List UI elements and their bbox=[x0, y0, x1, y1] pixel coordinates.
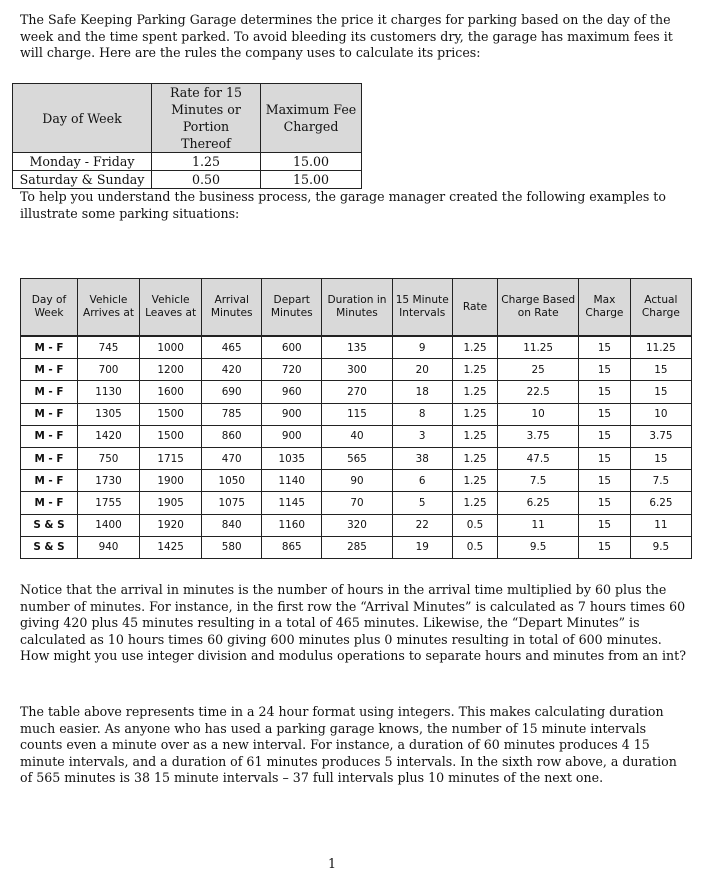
table-cell: 18 bbox=[392, 381, 452, 403]
examples-header-cell: Rate bbox=[452, 279, 498, 337]
table-cell: 1.25 bbox=[452, 492, 498, 514]
table-cell: 470 bbox=[202, 447, 262, 469]
rate-header-max: Maximum Fee Charged bbox=[261, 84, 362, 153]
table-cell: 6.25 bbox=[630, 492, 691, 514]
table-cell: 25 bbox=[498, 359, 579, 381]
table-cell: 320 bbox=[322, 514, 392, 536]
table-cell: 960 bbox=[262, 381, 322, 403]
table-cell: 15 bbox=[579, 359, 631, 381]
table-cell: 1130 bbox=[77, 381, 139, 403]
examples-header-cell: 15 Minute Intervals bbox=[392, 279, 452, 337]
rate-cell: 15.00 bbox=[261, 171, 362, 189]
table-cell: 11.25 bbox=[630, 336, 691, 359]
table-cell: 465 bbox=[202, 336, 262, 359]
table-cell: 1900 bbox=[140, 470, 202, 492]
table-cell: 1000 bbox=[140, 336, 202, 359]
table-cell: 15 bbox=[579, 470, 631, 492]
table-cell: 20 bbox=[392, 359, 452, 381]
rate-table-header-row bbox=[13, 84, 362, 153]
table-cell: 19 bbox=[392, 536, 452, 558]
table-cell: M - F bbox=[21, 336, 78, 359]
table-cell: 700 bbox=[77, 359, 139, 381]
page-number: 1 bbox=[327, 856, 336, 871]
table-row bbox=[21, 536, 692, 558]
table-cell: 720 bbox=[262, 359, 322, 381]
examples-header-cell: Vehicle Arrives at bbox=[77, 279, 139, 337]
rate-cell: 15.00 bbox=[261, 153, 362, 171]
table-cell: 1420 bbox=[77, 425, 139, 447]
table-cell: 1075 bbox=[202, 492, 262, 514]
table-cell: 6 bbox=[392, 470, 452, 492]
table-explanation-paragraph: The table above represents time in a 24 hour format using integers. This makes calculating duration much easier. As anyone who has used a parking garage knows, the number of 15 minute intervals counts even a minute over as a new interval. For instance, a duration of 60 minutes produces 4 15 minute intervals, and a duration of 61 minutes produces 5 intervals. In the sixth row above, a duration of 565 minutes is 38 15 minute intervals – 37 full intervals plus 10 minutes of the next one. bbox=[20, 704, 677, 786]
table-cell: 1755 bbox=[77, 492, 139, 514]
examples-header-row bbox=[21, 279, 692, 337]
table-cell: 9 bbox=[392, 336, 452, 359]
table-cell: 865 bbox=[262, 536, 322, 558]
table-row bbox=[21, 492, 692, 514]
table-cell: 1500 bbox=[140, 425, 202, 447]
rate-cell: Saturday & Sunday bbox=[13, 171, 152, 189]
table-cell: M - F bbox=[21, 403, 78, 425]
table-cell: 9.5 bbox=[630, 536, 691, 558]
table-cell: M - F bbox=[21, 447, 78, 469]
table-cell: 1.25 bbox=[452, 403, 498, 425]
table-row bbox=[21, 359, 692, 381]
rate-cell: Monday - Friday bbox=[13, 153, 152, 171]
table-cell: 15 bbox=[630, 381, 691, 403]
intro-paragraph: The Safe Keeping Parking Garage determines the price it charges for parking based on the day of the week and the time spent parked. To avoid bleeding its customers dry, the garage has maximum fees it will charge. Here are the rules the company uses to calculate its prices: bbox=[20, 12, 673, 61]
examples-table bbox=[20, 278, 692, 559]
table-cell: 11 bbox=[630, 514, 691, 536]
table-cell: 580 bbox=[202, 536, 262, 558]
table-cell: M - F bbox=[21, 425, 78, 447]
table-cell: 900 bbox=[262, 403, 322, 425]
table-row bbox=[21, 470, 692, 492]
rate-header-rate: Rate for 15 Minutes or Portion Thereof bbox=[152, 84, 261, 153]
table-cell: 860 bbox=[202, 425, 262, 447]
table-cell: 840 bbox=[202, 514, 262, 536]
table-cell: 1.25 bbox=[452, 425, 498, 447]
table-cell: 1920 bbox=[140, 514, 202, 536]
table-cell: 90 bbox=[322, 470, 392, 492]
table-cell: 15 bbox=[579, 514, 631, 536]
table-cell: 15 bbox=[630, 447, 691, 469]
rate-cell: 1.25 bbox=[152, 153, 261, 171]
table-cell: M - F bbox=[21, 381, 78, 403]
table-cell: 15 bbox=[579, 381, 631, 403]
table-cell: S & S bbox=[21, 536, 78, 558]
examples-header-cell: Day of Week bbox=[21, 279, 78, 337]
table-cell: 3.75 bbox=[498, 425, 579, 447]
table-cell: 22.5 bbox=[498, 381, 579, 403]
table-row bbox=[21, 514, 692, 536]
examples-header-cell: Charge Based on Rate bbox=[498, 279, 579, 337]
notice-paragraph: Notice that the arrival in minutes is the number of hours in the arrival time multiplied by 60 plus the number of minutes. For instance, in the first row the “Arrival Minutes” is calculated as 7 hours times 60 giving 420 plus 45 minutes resulting in a total of 465 minutes. Likewise, the “Depart Minutes” is calculated as 10 hours times 60 giving 600 minutes plus 0 minutes resulting in total of 600 minutes. How might you use integer division and modulus operations to separate hours and minutes from an int? bbox=[20, 582, 686, 664]
table-row bbox=[21, 403, 692, 425]
table-cell: 1160 bbox=[262, 514, 322, 536]
table-cell: 15 bbox=[579, 403, 631, 425]
table-cell: 1140 bbox=[262, 470, 322, 492]
examples-header-cell: Depart Minutes bbox=[262, 279, 322, 337]
table-cell: 1400 bbox=[77, 514, 139, 536]
table-cell: 745 bbox=[77, 336, 139, 359]
table-row bbox=[21, 425, 692, 447]
table-cell: 750 bbox=[77, 447, 139, 469]
table-cell: 135 bbox=[322, 336, 392, 359]
examples-header-cell: Max Charge bbox=[579, 279, 631, 337]
table-cell: 7.5 bbox=[630, 470, 691, 492]
table-cell: 7.5 bbox=[498, 470, 579, 492]
table-cell: 38 bbox=[392, 447, 452, 469]
table-cell: 420 bbox=[202, 359, 262, 381]
table-cell: S & S bbox=[21, 514, 78, 536]
table-cell: 1.25 bbox=[452, 470, 498, 492]
table-cell: 0.5 bbox=[452, 514, 498, 536]
table-cell: 47.5 bbox=[498, 447, 579, 469]
table-cell: 40 bbox=[322, 425, 392, 447]
table-cell: 15 bbox=[579, 447, 631, 469]
table-row bbox=[21, 381, 692, 403]
table-cell: 1600 bbox=[140, 381, 202, 403]
table-cell: 10 bbox=[630, 403, 691, 425]
table-cell: 3 bbox=[392, 425, 452, 447]
examples-header-cell: Actual Charge bbox=[630, 279, 691, 337]
table-cell: 5 bbox=[392, 492, 452, 514]
rate-table-row bbox=[13, 153, 362, 171]
table-cell: 22 bbox=[392, 514, 452, 536]
rate-cell: 0.50 bbox=[152, 171, 261, 189]
table-cell: 70 bbox=[322, 492, 392, 514]
table-cell: 1730 bbox=[77, 470, 139, 492]
table-cell: 3.75 bbox=[630, 425, 691, 447]
table-cell: 15 bbox=[579, 336, 631, 359]
table-cell: 1500 bbox=[140, 403, 202, 425]
table-cell: 6.25 bbox=[498, 492, 579, 514]
table-cell: M - F bbox=[21, 359, 78, 381]
table-cell: 1715 bbox=[140, 447, 202, 469]
table-cell: 565 bbox=[322, 447, 392, 469]
table-cell: 1.25 bbox=[452, 359, 498, 381]
table-cell: 15 bbox=[579, 536, 631, 558]
table-cell: 11.25 bbox=[498, 336, 579, 359]
table-cell: 1905 bbox=[140, 492, 202, 514]
help-paragraph: To help you understand the business process, the garage manager created the following examples to illustrate some parking situations: bbox=[20, 189, 666, 221]
table-cell: 1425 bbox=[140, 536, 202, 558]
table-cell: 1.25 bbox=[452, 381, 498, 403]
table-cell: 1.25 bbox=[452, 447, 498, 469]
table-cell: 900 bbox=[262, 425, 322, 447]
rate-table-row bbox=[13, 171, 362, 189]
table-cell: 1035 bbox=[262, 447, 322, 469]
table-cell: 15 bbox=[630, 359, 691, 381]
table-cell: 8 bbox=[392, 403, 452, 425]
table-cell: 300 bbox=[322, 359, 392, 381]
table-cell: 1145 bbox=[262, 492, 322, 514]
table-cell: 1200 bbox=[140, 359, 202, 381]
table-cell: 1050 bbox=[202, 470, 262, 492]
table-cell: 785 bbox=[202, 403, 262, 425]
table-cell: 1.25 bbox=[452, 336, 498, 359]
table-cell: 1305 bbox=[77, 403, 139, 425]
table-cell: M - F bbox=[21, 492, 78, 514]
table-cell: 270 bbox=[322, 381, 392, 403]
table-cell: 15 bbox=[579, 492, 631, 514]
examples-header-cell: Arrival Minutes bbox=[202, 279, 262, 337]
table-cell: M - F bbox=[21, 470, 78, 492]
table-cell: 940 bbox=[77, 536, 139, 558]
table-cell: 0.5 bbox=[452, 536, 498, 558]
rate-header-day: Day of Week bbox=[13, 84, 152, 153]
table-row bbox=[21, 336, 692, 359]
table-cell: 10 bbox=[498, 403, 579, 425]
table-cell: 11 bbox=[498, 514, 579, 536]
rate-table bbox=[12, 83, 362, 189]
table-cell: 115 bbox=[322, 403, 392, 425]
table-cell: 9.5 bbox=[498, 536, 579, 558]
table-cell: 285 bbox=[322, 536, 392, 558]
examples-header-cell: Duration in Minutes bbox=[322, 279, 392, 337]
table-row bbox=[21, 447, 692, 469]
examples-header-cell: Vehicle Leaves at bbox=[140, 279, 202, 337]
table-cell: 600 bbox=[262, 336, 322, 359]
table-cell: 690 bbox=[202, 381, 262, 403]
table-cell: 15 bbox=[579, 425, 631, 447]
